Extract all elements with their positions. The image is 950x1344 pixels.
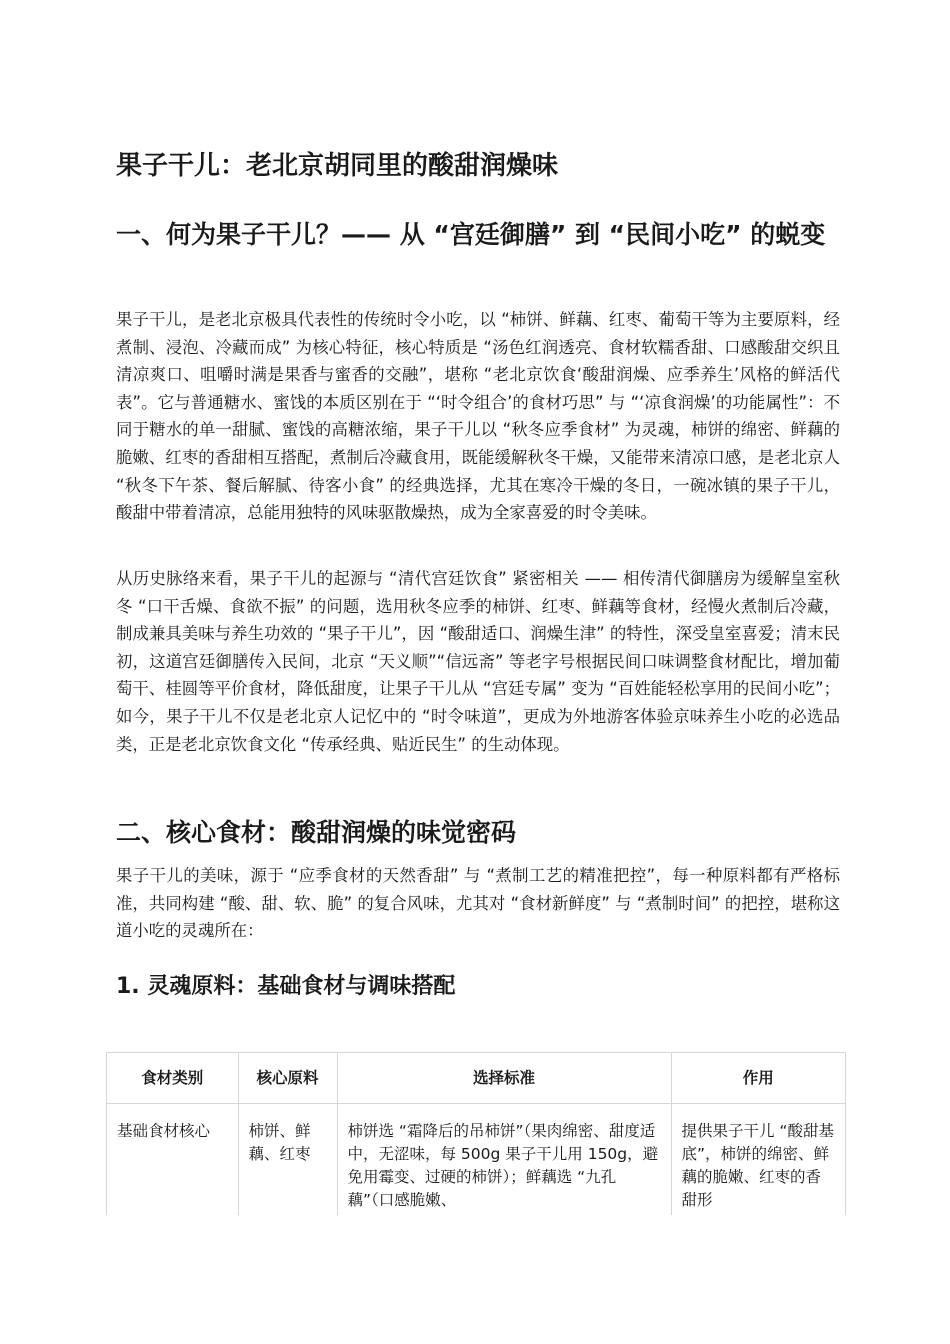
- subsection-heading-1: 1. 灵魂原料：基础食材与调味搭配: [116, 974, 456, 999]
- table-row: [107, 1104, 845, 1216]
- section2-intro: 果子干儿的美味，源于 “应季食材的天然香甜” 与 “煮制工艺的精准把控”，每一种原料都有严格标准，共同构建 “酸、甜、软、脆” 的复合风味，尤其对 “食材新鲜度” 与 “煮制时间” 的把控，堪称这道小吃的灵魂所在：: [116, 866, 840, 941]
- cell-category: 基础食材核心: [107, 1104, 238, 1216]
- section-heading-2: 二、核心食材：酸甜润燥的味觉密码: [116, 818, 517, 847]
- column-header-ingredients: 核心原料: [238, 1053, 337, 1104]
- document-title: 果子干儿：老北京胡同里的酸甜润燥味: [116, 151, 559, 181]
- column-header-standard: 选择标准: [337, 1053, 671, 1104]
- column-header-category: 食材类别: [107, 1053, 238, 1104]
- section1-paragraph-1: 果子干儿，是老北京极具代表性的传统时令小吃，以 “柿饼、鲜藕、红枣、葡萄干等为主要原料，经煮制、浸泡、冷藏而成” 为核心特征，核心特质是 “汤色红润透亮、食材软糯香甜、口感酸甜交织且清凉爽口、咀嚼时满是果香与蜜香的交融”，堪称 “老北京饮食‘酸甜润燥、应季养生’风格的鲜活代表”。它与普通糖水、蜜饯的本质区别在于 “‘时令组合’的食材巧思” 与 “‘凉食润燥’的功能属性”：不同于糖水的单一甜腻、蜜饯的高糖浓缩，果子干儿以 “秋冬应季食材” 为灵魂，柿饼的绵密、鲜藕的脆嫩、红枣的香甜相互搭配，煮制后冷藏食用，既能缓解秋冬干燥，又能带来清凉口感，是老北京人 “秋冬下午茶、餐后解腻、待客小食” 的经典选择，尤其在寒冷干燥的冬日，一碗冰镇的果子干儿，酸甜中带着清凉，总能用独特的风味驱散燥热，成为全家喜爱的时令美味。: [116, 310, 840, 523]
- cell-standard: 柿饼选 “霜降后的吊柿饼”（果肉绵密、甜度适中，无涩味，每 500g 果子干儿用 150g，避免用霉变、过硬的柿饼）；鲜藕选 “九孔藕”（口感脆嫩、: [337, 1104, 671, 1216]
- ingredients-table: [106, 1052, 846, 1215]
- cell-function: 提供果子干儿 “酸甜基底”，柿饼的绵密、鲜藕的脆嫩、红枣的香甜形: [671, 1104, 845, 1216]
- section-heading-1: 一、何为果子干儿？—— 从 “宫廷御膳” 到 “民间小吃” 的蜕变: [116, 220, 826, 249]
- column-header-function: 作用: [671, 1053, 845, 1104]
- section1-paragraph-2: 从历史脉络来看，果子干儿的起源与 “清代宫廷饮食” 紧密相关 —— 相传清代御膳房为缓解皇室秋冬 “口干舌燥、食欲不振” 的问题，选用秋冬应季的柿饼、红枣、鲜藕等食材，经慢火煮制后冷藏，制成兼具美味与养生功效的 “果子干儿”，因 “酸甜适口、润燥生津” 的特性，深受皇室喜爱；清末民初，这道宫廷御膳传入民间，北京 “天义顺”“信远斋” 等老字号根据民间口味调整食材配比，增加葡萄干、桂圆等平价食材，降低甜度，让果子干儿从 “宫廷专属” 变为 “百姓能轻松享用的民间小吃”；如今，果子干儿不仅是老北京人记忆中的 “时令味道”，更成为外地游客体验京味养生小吃的必选品类，正是老北京饮食文化 “传承经典、贴近民生” 的生动体现。: [116, 569, 840, 754]
- cell-ingredients: 柿饼、鲜藕、红枣: [238, 1104, 337, 1216]
- table-header-row: [107, 1053, 845, 1104]
